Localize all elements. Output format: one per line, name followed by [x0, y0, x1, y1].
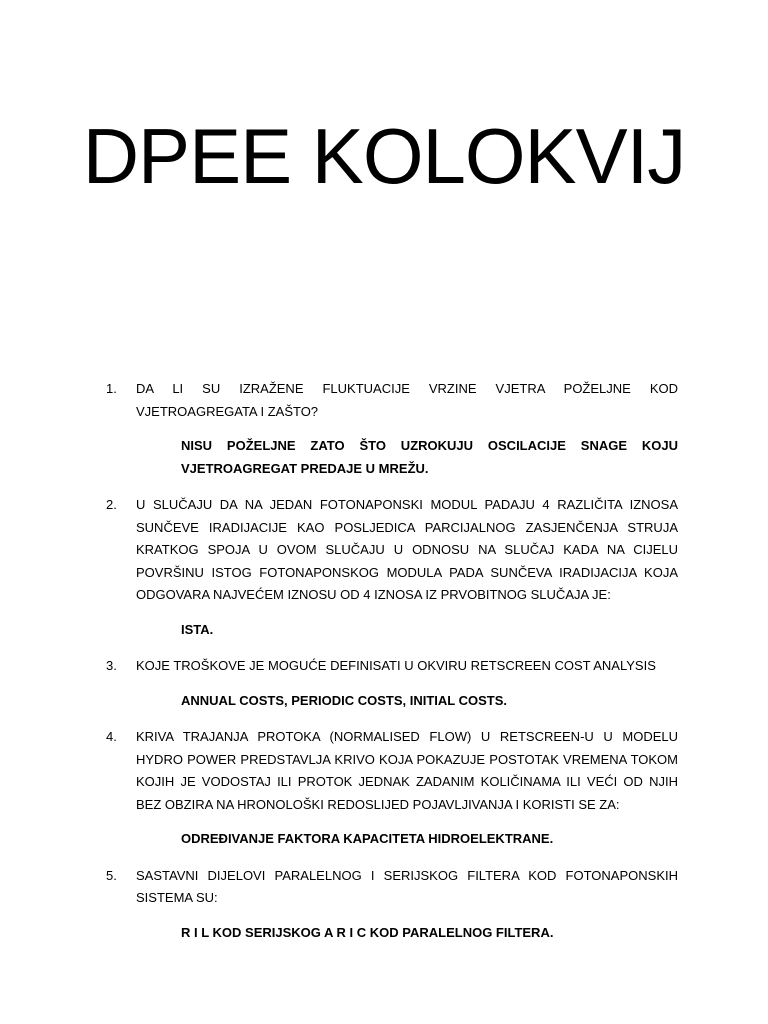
question-number: 5. — [106, 867, 117, 883]
question-item — [106, 655, 678, 712]
question-item — [106, 494, 678, 641]
question-number: 4. — [106, 729, 117, 744]
answer-text: ISTA. — [181, 621, 214, 637]
question-number: 2. — [106, 497, 117, 512]
question-text: KRIVA TRAJANJA PROTOKA (NORMALISED FLOW) U RETSCREEN-U U MODELU HYDRO POWER PREDSTAVLJA KRIVO KOJA POKAZUJE POSTOTAK VREMENA TOKOM KOJIH JE VODOSTAJ ILI PROTOK JEDNAK ZADANIM KOLIČINAMA ILI VEĆI OD NJIH BEZ OBZIRA NA HRONOLOŠKI REDOSLIJED POJAVLJIVANJA I KORISTI SE ZA: — [136, 729, 678, 812]
answer-text: ANNUAL COSTS, PERIODIC COSTS, INITIAL COSTS. — [181, 692, 507, 708]
question-text: DA LI SU IZRAŽENE FLUKTUACIJE VRZINE VJETRA POŽELJNE KOD VJETROAGREGATA I ZAŠTO? — [136, 381, 678, 419]
question-item — [106, 865, 678, 945]
answer-text: ODREĐIVANJE FAKTORA KAPACITETA HIDROELEKTRANE. — [181, 831, 554, 846]
answer-text: R I L KOD SERIJSKOG A R I C KOD PARALELNOG FILTERA. — [181, 924, 554, 940]
question-text: KOJE TROŠKOVE JE MOGUĆE DEFINISATI U OKVIRU RETSCREEN COST ANALYSIS — [136, 658, 656, 673]
question-item — [106, 726, 678, 851]
question-number: 1. — [106, 381, 117, 396]
question-text: U SLUČAJU DA NA JEDAN FOTONAPONSKI MODUL PADAJU 4 RAZLIČITA IZNOSA SUNČEVE IRADIJACIJE KAO POSLJEDICA PARCIJALNOG ZASJENČENJA STRUJA KRATKOG SPOJA U OVOM SLUČAJU U ODNOSU NA SLUČAJ KADA NA CIJELU POVRŠINU ISTOG FOTONAPONSKOG MODULA PADA SUNČEVA IRADIJACIJA KOJA ODGOVARA NAJVEĆEM IZNOSU OD 4 IZNOSA IZ PRVOBITNOG SLUČAJA JE: — [136, 497, 678, 602]
document-title: DPEE KOLOKVIJ — [82, 112, 686, 200]
answer-text: NISU POŽELJNE ZATO ŠTO UZROKUJU OSCILACIJE SNAGE KOJU VJETROAGREGAT PREDAJE U MREŽU. — [181, 438, 678, 476]
question-item — [106, 378, 678, 480]
question-list — [106, 378, 678, 958]
question-text: SASTAVNI DIJELOVI PARALELNOG I SERIJSKOG FILTERA KOD FOTONAPONSKIH SISTEMA SU: — [136, 867, 678, 905]
question-number: 3. — [106, 658, 117, 673]
